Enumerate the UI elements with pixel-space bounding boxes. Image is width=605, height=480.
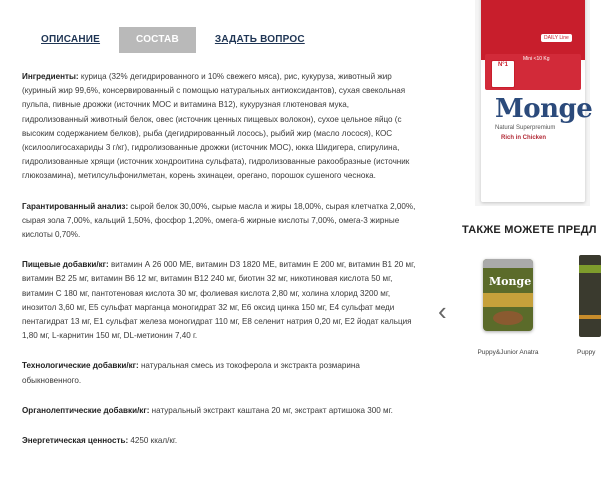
number-one-badge: N°1 (491, 60, 515, 88)
tech-additives-title: Технологические добавки/кг: (22, 361, 139, 371)
nutrition-text: витамин А 26 000 МЕ, витамин D3 1820 МЕ, витамин Е 200 мг, витамин В1 20 мг, витамин В2 25 мг, витамин В6 12 мг, витамин В12 240 мг, биотин 32 мг, никотиновая кислота 50 мг, витамин С 180 мг, пантотеновая кислота 30 мг, фолиевая кислота 2,80 мг, холина хлорид 3200 мг, инозитол 3,60 мг, Е5 сульфат марганца моногидрат 32 мг, Е6 оксид цинка 150 мг, Е4 сульфат меди пентагидрат 13 мг, Е1 сульфат железа моногидрат 110 мг, Е8 селенит натрия 0,20 мг, Е2 йодат кальция 1,80 мг, L-карнитин 150 мг, DL-метионин 7,40 г. (22, 260, 416, 341)
product-bag-image (579, 255, 601, 337)
tab-description[interactable]: ОПИСАНИЕ (41, 34, 101, 45)
nutrition-paragraph (22, 258, 417, 343)
brand-subtitle: Natural Superpremium (495, 125, 556, 131)
energy-title: Энергетическая ценность: (22, 436, 129, 446)
product-bag (481, 0, 593, 202)
organoleptic-paragraph (22, 404, 417, 418)
bag-stripe (579, 315, 601, 319)
can-lid (483, 259, 533, 268)
tab-bar (26, 27, 320, 53)
brand-logo: Monge (495, 94, 593, 124)
bag-stripe (579, 265, 601, 273)
can-brand-logo: Monge (489, 275, 532, 288)
suggestions-title: ТАКЖЕ МОЖЕТЕ ПРЕДЛ (462, 224, 597, 236)
product-can-image (483, 259, 533, 331)
daily-line-tag: DAILY Line (541, 34, 572, 42)
tech-additives-text: натуральная смесь из токоферола и экстракта розмарина обыкновенного. (22, 361, 360, 385)
organoleptic-title: Органолептические добавки/кг: (22, 405, 150, 415)
composition-content (22, 70, 417, 464)
suggested-product-label[interactable]: Puppy&Junior Anatra (477, 349, 539, 356)
analysis-text: сырой белок 30,00%, сырые масла и жиры 18,00%, сырая клетчатка 2,00%, сырая зола 7,00%, кальций 1,50%, фосфор 1,20%, омега-6 жирные кислоты 7,00%, омега-3 жирные кислоты 0,70%. (22, 201, 416, 240)
analysis-paragraph (22, 200, 417, 243)
organoleptic-text: натуральный экстракт каштана 20 мг, экстракт артишока 300 мг. (149, 405, 393, 415)
bag-top-photo (481, 0, 585, 60)
nutrition-title: Пищевые добавки/кг: (22, 260, 109, 270)
size-tag: Mini <10 Kg (523, 56, 550, 62)
energy-paragraph (22, 434, 417, 448)
tab-ask-question[interactable]: ЗАДАТЬ ВОПРОС (214, 34, 305, 45)
can-food-image (493, 311, 523, 325)
ingredients-paragraph (22, 70, 417, 184)
suggested-product-label[interactable]: Puppy (577, 349, 596, 356)
chevron-left-icon[interactable]: ‹ (438, 296, 447, 326)
tab-composition[interactable]: СОСТАВ (119, 27, 196, 53)
flavor-label: Rich in Chicken (501, 135, 547, 141)
energy-text: 4250 ккал/кг. (128, 436, 178, 446)
analysis-title: Гарантированный анализ: (22, 201, 129, 211)
ingredients-title: Ингредиенты: (22, 72, 79, 81)
can-stripe (483, 293, 533, 307)
tech-additives-paragraph (22, 359, 417, 387)
ingredients-text: курица (32% дегидрированного и 10% свежего мяса), рис, кукуруза, животный жир (куриный жир 99,6%, консервированный с помощью натуральных антиоксидантов), сухая свекольная пульпа, пивные дрожжи (источник МОС и витамина В12), кукурузная глютеновая мука, гидролизованный животный белок, овес (источник ценных пищевых волокон), сухое цельное яйцо (с высоким содержанием белков), рыба (дегидрированный лосось), рыбий жир (масло лосося), КОС (ксилоолигосахариды 3 г/кг), гидролизованные дрожжи (источник МОС), юкка Шидигера, спирулина, гидролизованные хрящи (источник хондроитина сульфата), гидролизованные ракообразные (источник глюкозамина), метилсульфонилметан, корень эхинацеи, орегано, порошок сушеного чеснока. (22, 72, 410, 181)
product-image[interactable] (475, 0, 593, 206)
